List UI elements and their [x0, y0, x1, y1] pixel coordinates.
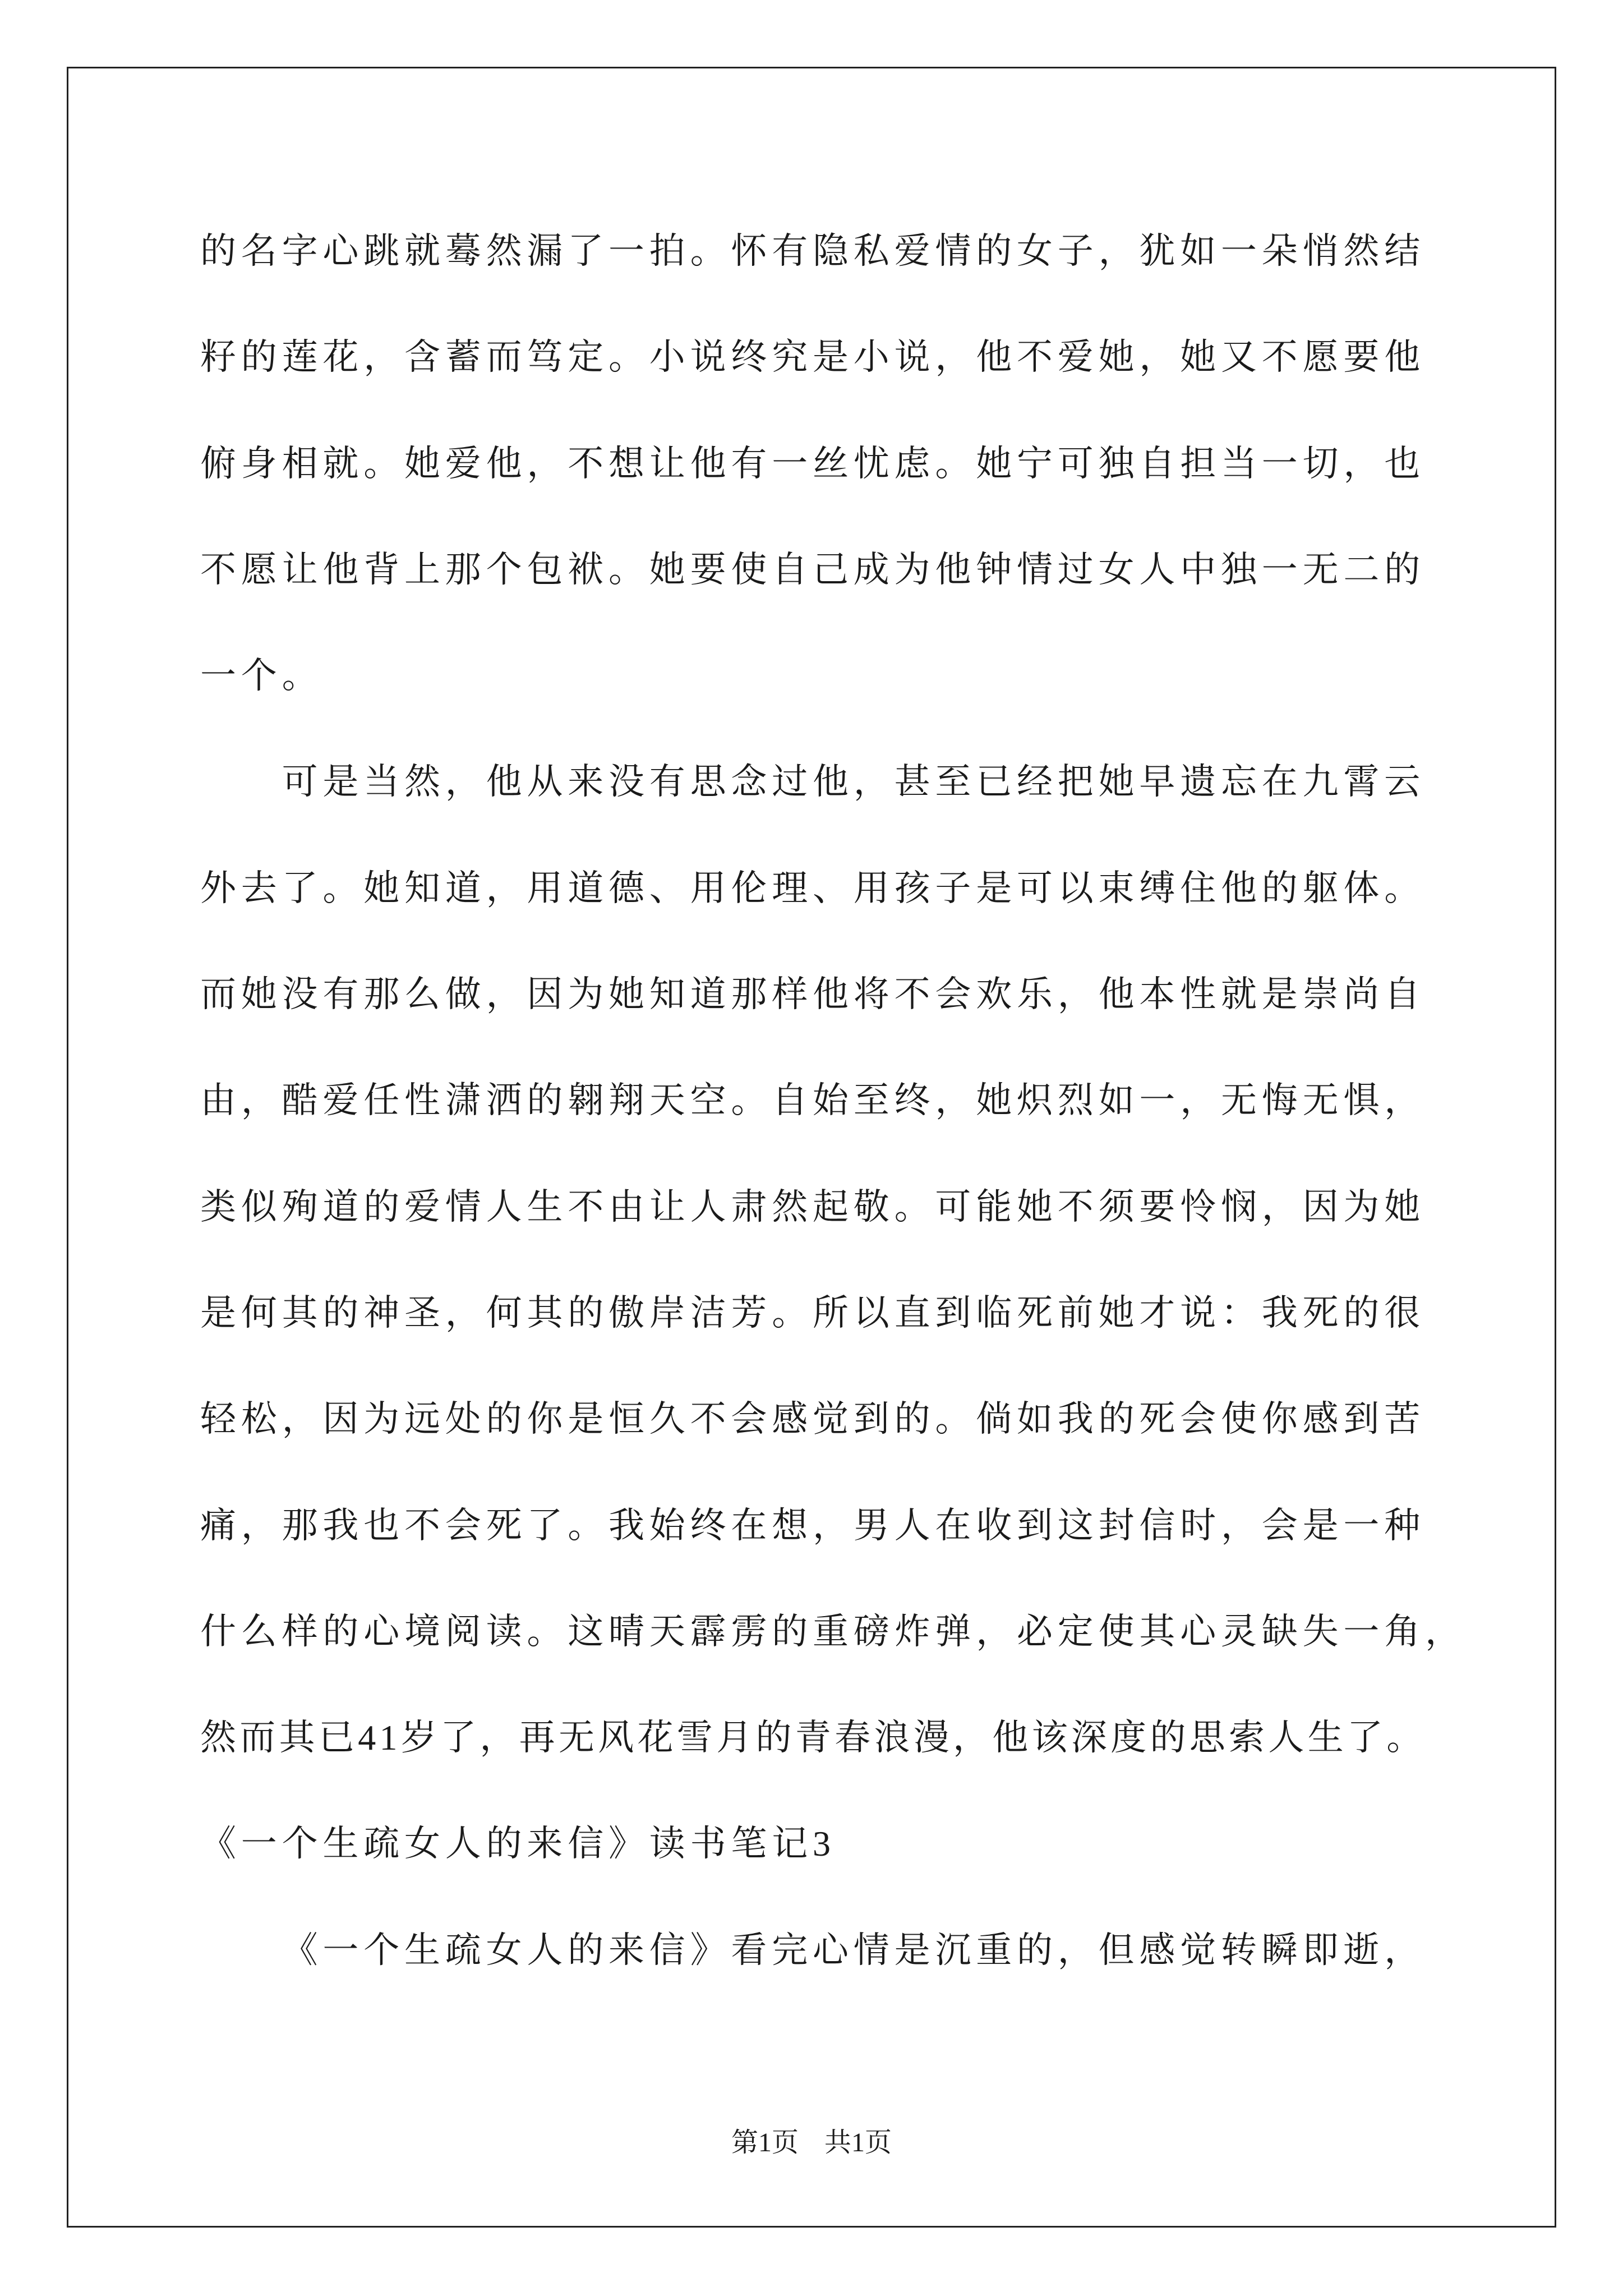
text-line: 是何其的神圣，何其的傲岸洁芳。所以直到临死前她才说：我死的很: [200, 1292, 1425, 1333]
page-number-current: 第1页: [731, 2128, 799, 2157]
text-line: 什么样的心境阅读。这晴天霹雳的重磅炸弹，必定使其心灵缺失一角，: [200, 1611, 1466, 1651]
paragraph-continuation: [200, 198, 1501, 729]
page-footer: [0, 2127, 1623, 2159]
text-line: 《一个生疏女人的来信》看完心情是沉重的，但感觉转瞬即逝，: [282, 1930, 1425, 1970]
text-line: 一个。: [200, 656, 323, 696]
paragraph: [200, 729, 1501, 1791]
text-line: 然而其已41岁了，再无风花雪月的青春浪漫，他该深度的思索人生了。: [200, 1718, 1426, 1758]
body-text: [200, 198, 1501, 2003]
heading-line: 《一个生疏女人的来信》读书笔记3: [200, 1824, 836, 1864]
text-line: 可是当然，他从来没有思念过他，甚至已经把她早遗忘在九霄云: [282, 762, 1425, 802]
section-heading: [200, 1791, 1501, 1897]
text-line: 俯身相就。她爱他，不想让他有一丝忧虑。她宁可独自担当一切，也: [200, 443, 1425, 484]
page-number-total: 共1页: [824, 2128, 892, 2157]
text-line: 不愿让他背上那个包袱。她要使自己成为他钟情过女人中独一无二的: [200, 549, 1425, 590]
text-line: 外去了。她知道，用道德、用伦理、用孩子是可以束缚住他的躯体。: [200, 868, 1425, 908]
text-line: 由，酷爱任性潇洒的翱翔天空。自始至终，她炽烈如一，无悔无惧，: [200, 1080, 1425, 1121]
text-line: 的名字心跳就蓦然漏了一拍。怀有隐私爱情的女子，犹如一朵悄然结: [200, 231, 1425, 271]
text-line: 痛，那我也不会死了。我始终在想，男人在收到这封信时，会是一种: [200, 1505, 1425, 1545]
text-line: 轻松，因为远处的你是恒久不会感觉到的。倘如我的死会使你感到苦: [200, 1399, 1425, 1439]
text-line: 籽的莲花，含蓄而笃定。小说终究是小说，他不爱她，她又不愿要他: [200, 337, 1425, 378]
text-line: 而她没有那么做，因为她知道那样他将不会欢乐，他本性就是崇尚自: [200, 974, 1425, 1015]
text-line: 类似殉道的爱情人生不由让人肃然起敬。可能她不须要怜悯，因为她: [200, 1186, 1425, 1227]
paragraph: [200, 1897, 1501, 2003]
